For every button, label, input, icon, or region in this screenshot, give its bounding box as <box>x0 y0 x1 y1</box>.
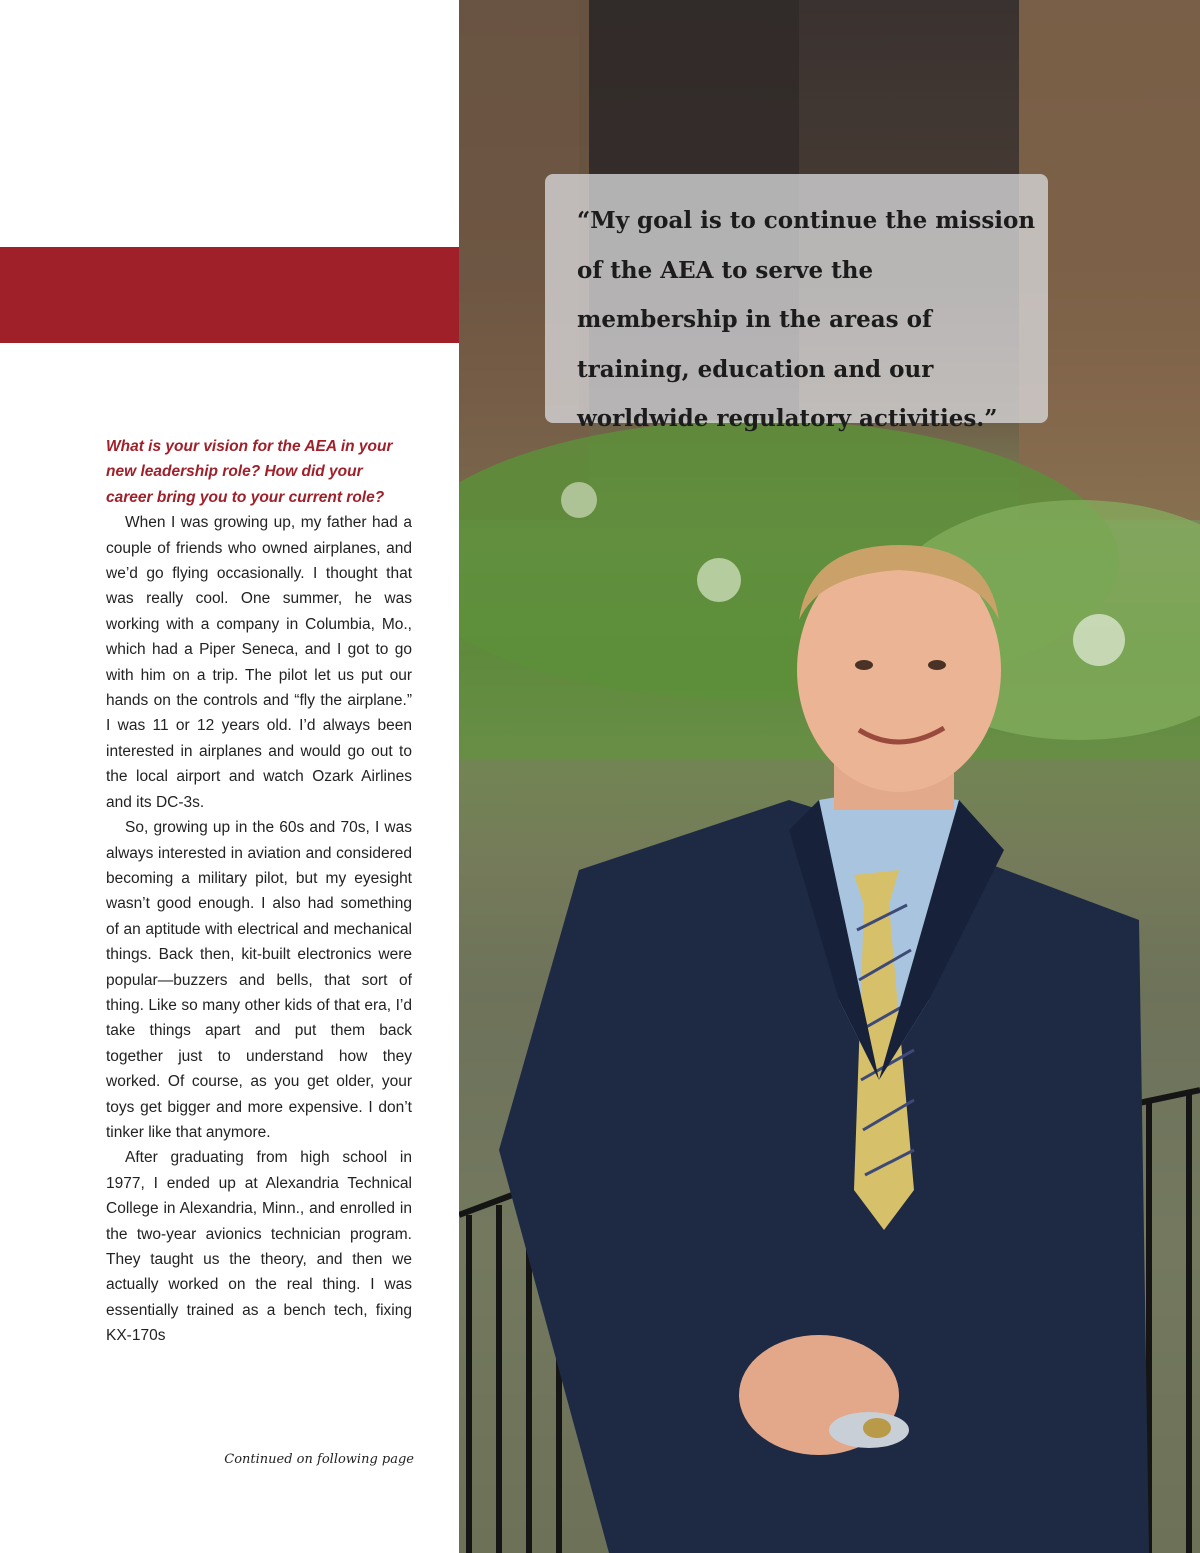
pull-quote: “My goal is to continue the mission of the AEA to serve the membership in the areas of training, education and our worldwide regulatory activities.” <box>577 207 1036 432</box>
wristwatch <box>863 1418 891 1438</box>
article-paragraph: After graduating from high school in 1977, I ended up at Alexandria Technical College in Alexandria, Minn., and enrolled in the two-year avionics technician program. They taught us the theory, and then we actually worked on the real thing. I was essentially trained as a bench tech, fixing KX-170s <box>106 1149 412 1345</box>
continued-note: Continued on following page <box>224 1452 414 1467</box>
right-eye <box>928 660 946 670</box>
bg-flower <box>1073 614 1125 666</box>
left-eye <box>855 660 873 670</box>
interview-question: What is your vision for the AEA in your new leadership role? How did your career bring you to your current role? <box>106 438 393 506</box>
article-paragraph: So, growing up in the 60s and 70s, I was always interested in aviation and considered becoming a military pilot, but my eyesight wasn’t good enough. I also had something of an aptitude with electrical and mechanical things. Back then, kit-built electronics were popular—buzzers and bells, that sort of thing. Like so many other kids of that era, I’d take things apart and put them back together just to understand how they worked. Of course, as you get older, your toys get bigger and more expensive. I don’t tinker like that anymore. <box>106 819 412 1141</box>
bg-flower <box>697 558 741 602</box>
bg-flower <box>561 482 597 518</box>
article-column <box>106 434 412 1349</box>
article-paragraph: When I was growing up, my father had a couple of friends who owned airplanes, and we’d go flying occasionally. I thought that was really cool. One summer, he was working with a company in Columbia, Mo., which had a Piper Seneca, and I got to go with him on a trip. The pilot let us put our hands on the controls and “fly the airplane.” I was 11 or 12 years old. I’d always been interested in airplanes and would go out to the local airport and watch Ozark Airlines and its DC-3s. <box>106 514 412 811</box>
accent-red-band <box>0 247 459 343</box>
